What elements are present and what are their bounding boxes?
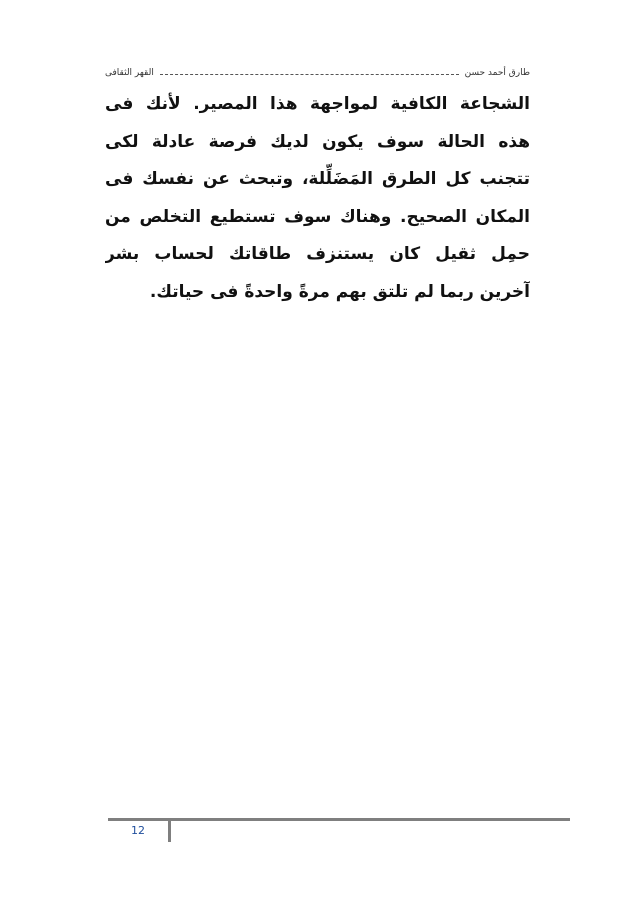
body-line: حمِل ثقيل كان يستنزف طاقاتك لحساب بشر <box>105 244 530 264</box>
header-book-title: القهر الثقافى <box>105 68 154 78</box>
body-line: تتجنب كل الطرق المَضَلِّلة، وتبحث عن نفسك فى <box>105 169 530 189</box>
body-line: هذه الحالة سوف يكون لديك فرصة عادلة لكى <box>105 131 530 152</box>
running-header <box>105 66 530 80</box>
body-line: الشجاعة الكافية لمواجهة هذا المصير. لأنك فى <box>105 94 530 114</box>
body-line: آخرين ربما لم تلتق بهم مرةً واحدةً فى حياتك. <box>149 281 530 302</box>
header-author: طارق أحمد حسن <box>464 68 530 78</box>
header-dashed-rule <box>160 74 459 75</box>
page-number: 12 <box>131 824 145 837</box>
footer-divider <box>168 821 171 842</box>
body-line: المكان الصحيح. وهناك سوف تستطيع التخلص من <box>105 206 530 227</box>
body-paragraph <box>105 86 530 311</box>
footer-rule <box>108 818 570 821</box>
